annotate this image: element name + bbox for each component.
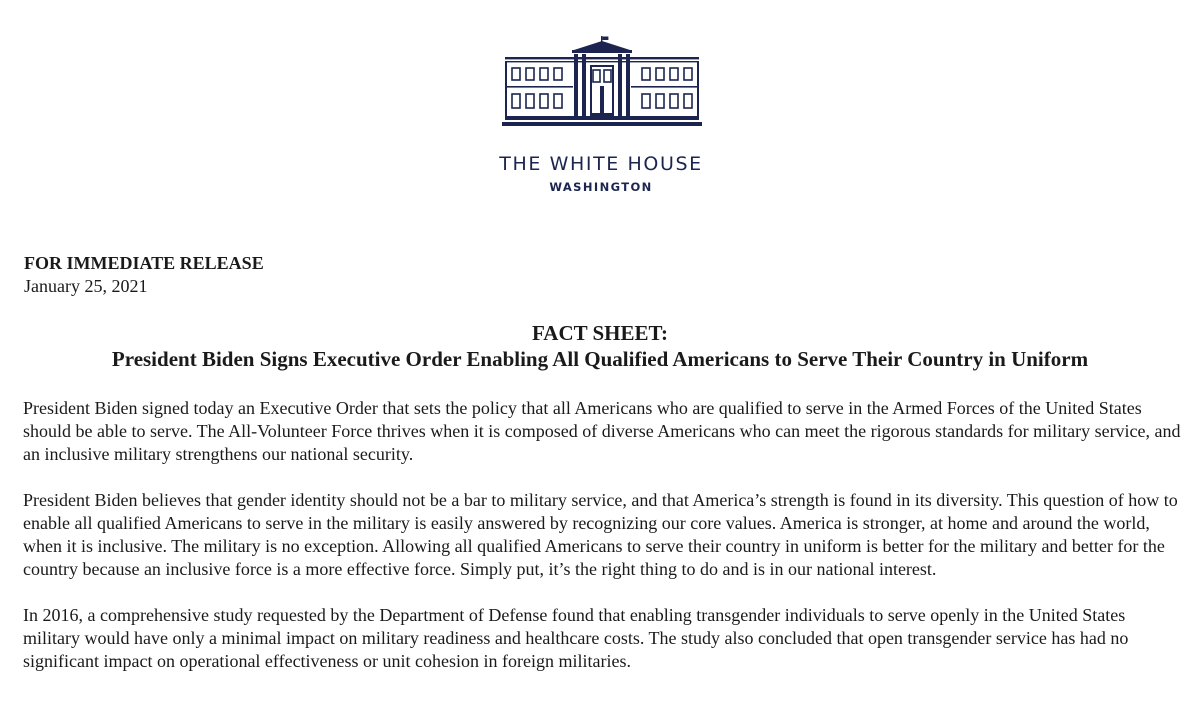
title-kicker: FACT SHEET: <box>532 321 668 345</box>
organization-location: WASHINGTON <box>549 180 653 194</box>
body-paragraph: President Biden believes that gender identity should not be a bar to military service, and that America’s strength is found in its diversity. This question of how to enable all qualified Americans to serve in the military is easily answered by recognizing our core values. America is stronger, at home and around the world, when it is inclusive. The military is no exception. Allowing all qualified Americans to serve their country in uniform is better for the military and better for the country because an inclusive force is a more effective force. Simply put, it’s the right thing to do and is in our national interest. <box>23 490 1178 579</box>
organization-name: THE WHITE HOUSE <box>499 153 703 175</box>
document-body <box>23 397 1183 696</box>
white-house-building-icon <box>502 36 702 128</box>
document-title <box>0 320 1200 372</box>
release-date: January 25, 2021 <box>24 276 148 296</box>
release-label: FOR IMMEDIATE RELEASE <box>24 253 264 273</box>
body-paragraph: President Biden signed today an Executive Order that sets the policy that all Americans who are qualified to serve in the Armed Forces of the United States should be able to serve. The All-Volunteer Force thrives when it is composed of diverse Americans who can meet the rigorous standards for military service, and an inclusive military strengthens our national security. <box>23 398 1181 464</box>
title-headline: President Biden Signs Executive Order Enabling All Qualified Americans to Serve Their Country in Uniform <box>111 347 1089 371</box>
body-paragraph: In 2016, a comprehensive study requested by the Department of Defense found that enabling transgender individuals to serve openly in the United States military would have only a minimal impact on military readiness and healthcare costs. The study also concluded that open transgender service has had no significant impact on operational effectiveness or unit cohesion in foreign militaries. <box>23 605 1129 671</box>
